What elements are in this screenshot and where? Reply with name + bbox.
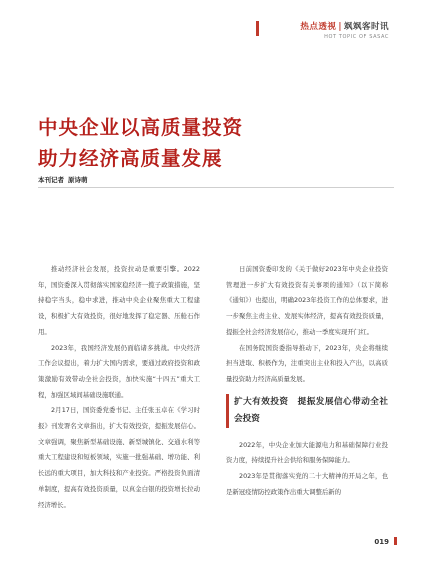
title-divider <box>38 187 394 188</box>
paragraph: 2023年，我国经济发展仍面临诸多挑战。中央经济工作会议提出，着力扩大国内需求，要通过政府投资和政策激励有效带动全社会投资，加快实施“十四五”重大工程，加强区域间基础设施联通。 <box>38 343 200 399</box>
paragraph: 2022年，中央企业加大能源电力和基础保障行业投资力度，持续提升社会供给和服务保障能力。 <box>226 440 388 465</box>
byline <box>38 175 88 184</box>
paragraph: 日前国资委印发的《关于做好2023年中央企业投资管理进一步扩大有效投资有关事项的通知》（以下简称《通知》）也提出，明确2023年投资工作的总体要求，进一步聚焦主责主业、发展实体经济，提高有效投资质量，提振全社会经济发展信心，推动一季度实现开门红。 <box>226 265 388 336</box>
title-line-1: 中央企业以高质量投资 <box>38 116 244 139</box>
header-separator: | <box>338 22 342 32</box>
byline-label: 本刊记者 <box>38 176 64 184</box>
header-title <box>300 20 389 32</box>
header-section: 热点透视 <box>300 22 337 32</box>
header-accent-bar <box>256 21 259 36</box>
paragraph: 2023年是贯彻落实党的二十大精神的开局之年，也是新冠疫情防控政策作出重大调整后新的 <box>226 472 388 496</box>
header-column: 飒飒客时讯 <box>343 22 389 32</box>
running-header <box>300 20 389 40</box>
page-number: 019 <box>374 538 389 546</box>
article-title <box>38 112 338 174</box>
page-number-accent <box>394 537 397 545</box>
title-line-2: 助力经济高质量发展 <box>38 147 223 170</box>
left-column <box>38 262 200 513</box>
header-subtitle: HOT TOPIC OF SASAC <box>324 34 389 40</box>
section-subheading: 扩大有效投资 提振发展信心带动全社会投资 <box>226 394 388 428</box>
byline-author: 原诗萌 <box>68 176 88 184</box>
right-column <box>226 262 388 500</box>
paragraph: 2月17日，国资委党委书记、主任张玉卓在《学习时报》刊发署名文章指出，扩大有效投资，提振发展信心。文章强调，聚焦新型基础设施、新型城镇化、交通水利等重大工程建设和短板领域，实施一批强基础、增功能、利长远的重大项目，加大科技和产业投资。严格投资负面清单制度，提高有效投资质量，以真金白银的投资增长拉动经济增长。 <box>38 406 200 509</box>
paragraph: 在国务院国资委指导推动下，2023年，央企将继续担当进取、积极作为，注重突出主业和投入产出，以高质量投资助力经济高质量发展。 <box>226 343 388 383</box>
paragraph: 推动经济社会发展，投资拉动是重要引擎。2022年，国资委深入贯彻落实国家稳经济一揽子政策措施，坚持稳字当头，稳中求进，推动中央企业聚焦重大工程建设，积极扩大有效投资，很好地发挥了稳定器、压舱石作用。 <box>38 265 200 336</box>
